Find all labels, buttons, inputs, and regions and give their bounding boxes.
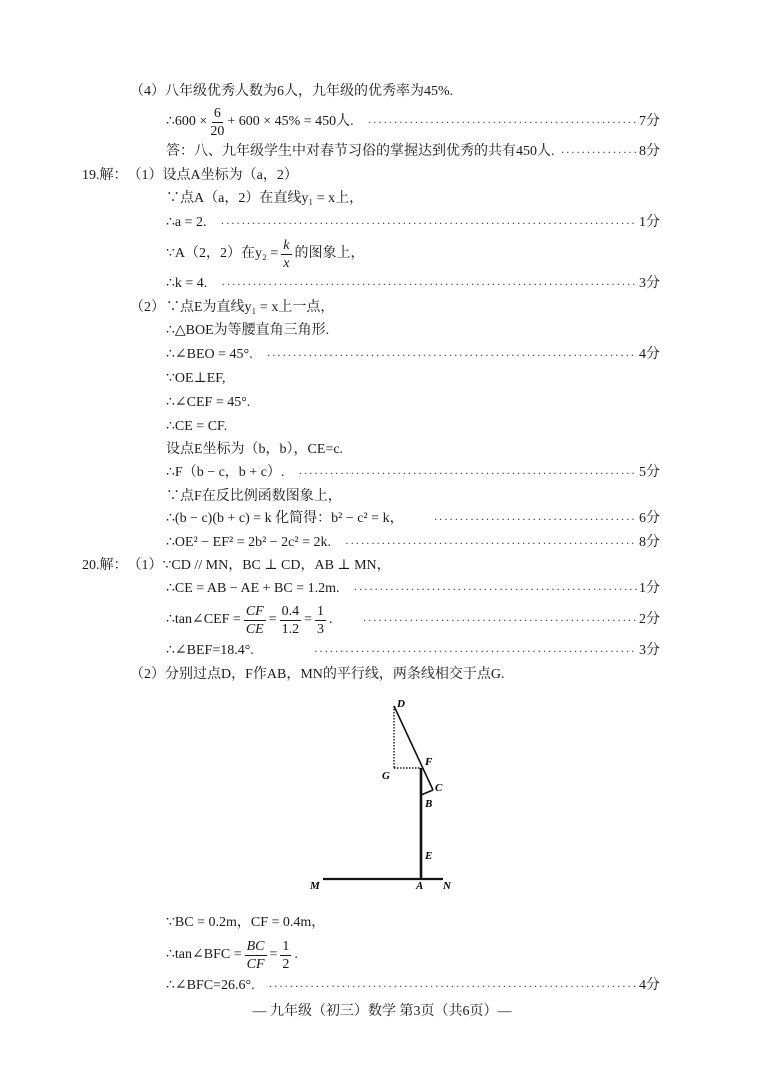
line-dc xyxy=(394,706,433,790)
q19-part2-line xyxy=(166,463,660,483)
question-number: 20.解： xyxy=(82,558,128,573)
numerator: 6 xyxy=(213,105,221,121)
label-b: B xyxy=(425,798,433,810)
statement: ∴CE = CF. xyxy=(166,419,228,434)
q19-part2-line xyxy=(166,369,225,389)
fraction xyxy=(245,938,267,973)
score: 3分 xyxy=(639,276,660,291)
part-label: （2） xyxy=(130,667,165,682)
page-footer: — 九年级（初三）数学 第3页（共6页）— xyxy=(252,1004,512,1019)
q19-line xyxy=(166,189,363,209)
score: 8分 xyxy=(639,144,660,159)
score: 3分 xyxy=(639,643,660,658)
question-number: 19.解： xyxy=(82,168,128,183)
statement: 八年级优秀人数为6人，九年级的优秀率为45%. xyxy=(165,84,454,99)
label-e: E xyxy=(425,850,433,862)
label-c: C xyxy=(435,782,443,794)
answer-text: 答：八、九年级学生中对春节习俗的掌握达到优秀的共有450人. xyxy=(166,144,555,159)
label-a: A xyxy=(416,880,424,892)
q20-part2 xyxy=(130,665,505,685)
line-bc xyxy=(421,790,433,795)
dot-leader xyxy=(561,142,638,162)
label-d: D xyxy=(397,698,405,710)
statement: 的图象上， xyxy=(294,246,365,261)
fraction xyxy=(280,938,291,973)
statement: ∴△BOE为等腰直角三角形. xyxy=(166,323,330,338)
calc-suffix: + 600 × 45% = 450人. xyxy=(227,114,354,129)
statement: ∴a = 2. xyxy=(166,215,207,230)
dot-leader xyxy=(298,463,637,483)
q20-tan-line: ∴tan∠CEF = $\frac{CF}{CE}$ = $\frac{0.4}{1.2}$ = $\frac{1}{3}$ . ····· 2分 xyxy=(166,598,660,642)
q19-line xyxy=(166,213,660,233)
statement: ∴F（b − c，b + c）. xyxy=(166,465,285,480)
q20-line xyxy=(166,976,660,996)
statement: ∴OE² − EF² = 2b² − 2c² = 2k. xyxy=(166,535,331,550)
statement: ∵CD // MN，BC ⊥ CD，AB ⊥ MN， xyxy=(162,558,391,573)
q19-part2-line xyxy=(166,509,660,529)
score: 4分 xyxy=(639,978,660,993)
denominator: 20 xyxy=(210,123,225,139)
q19-part2-line xyxy=(166,345,660,365)
q19-part2-label-row xyxy=(130,298,165,318)
q19-part2-line xyxy=(166,417,227,437)
dot-leader xyxy=(434,509,637,529)
q19-part2-line xyxy=(166,393,250,413)
score: 7分 xyxy=(639,114,660,129)
q20-line xyxy=(166,641,660,661)
dot-leader xyxy=(267,345,637,365)
statement: ∴∠CEF = 45°. xyxy=(166,395,251,410)
statement: ∵点F在反比例函数图象上， xyxy=(166,489,342,504)
score: 1分 xyxy=(639,581,660,596)
fraction xyxy=(280,603,302,638)
dot-leader xyxy=(368,112,637,132)
q19-part2-line xyxy=(166,321,329,341)
denominator: CF xyxy=(246,956,265,972)
statement: ∵BC = 0.2m，CF = 0.4m， xyxy=(166,915,326,930)
score: 1分 xyxy=(639,215,660,230)
fraction xyxy=(315,603,326,638)
label-n: N xyxy=(443,880,451,892)
statement: ∴CE = AB − AE + BC = 1.2m. xyxy=(166,581,340,596)
geometry-diagram xyxy=(300,690,480,900)
fraction xyxy=(281,237,291,272)
statement: ∴tan∠BFC = xyxy=(166,947,242,962)
score: 5分 xyxy=(639,465,660,480)
part-label: （1） xyxy=(127,558,163,573)
statement: 设点E坐标为（b，b），CE=c. xyxy=(166,442,344,457)
statement: ∴(b − c)(b + c) = k 化简得：b² − c² = k， xyxy=(166,511,404,526)
statement: ∴∠BEF=18.4°. xyxy=(166,643,254,658)
statement: ∴∠BEO = 45°. xyxy=(166,347,253,362)
dot-leader xyxy=(354,579,637,599)
statement: 分别过点D，F作AB，MN的平行线，两条线相交于点G. xyxy=(165,667,505,682)
denominator: 3 xyxy=(317,621,325,637)
numerator: 0.4 xyxy=(281,603,300,619)
q19-line xyxy=(166,274,660,294)
denominator: CE xyxy=(245,621,264,637)
part-label: （2） xyxy=(130,300,165,315)
part-label: （4） xyxy=(130,84,165,99)
score: 8分 xyxy=(639,535,660,550)
q18-calc xyxy=(166,100,660,144)
numerator: k xyxy=(283,237,290,253)
score: 6分 xyxy=(639,511,660,526)
numerator: CF xyxy=(245,603,264,619)
statement: ∵点A（a，2）在直线y₁ = x上， xyxy=(166,191,364,206)
dot-leader xyxy=(221,213,637,233)
dot-leader xyxy=(314,641,637,661)
score: 4分 xyxy=(639,347,660,362)
score: 2分 xyxy=(639,612,660,627)
q18-part4 xyxy=(130,82,453,102)
denominator: 1.2 xyxy=(281,621,300,637)
statement: ∵OE⊥EF, xyxy=(166,371,226,386)
q19-part2-line xyxy=(166,533,660,553)
dot-leader xyxy=(269,976,637,996)
statement: ∴k = 4. xyxy=(166,276,208,291)
q19-part2-line xyxy=(166,487,342,507)
dot-leader xyxy=(363,610,637,630)
dot-leader xyxy=(345,533,637,553)
q20-line xyxy=(166,579,660,599)
q20-tan-bfc-line: ∴tan∠BFC = $\frac{BC}{CF}$ = $\frac{1}{2}$ . xyxy=(166,938,298,972)
part-label: （1） xyxy=(127,168,163,183)
q19-part2-line xyxy=(166,298,334,318)
calc-prefix: ∴600 × xyxy=(166,114,208,129)
q19-part2-line xyxy=(166,440,343,460)
label-f: F xyxy=(425,756,433,768)
numerator: 1 xyxy=(317,603,325,619)
dot-leader xyxy=(221,274,637,294)
numerator: 1 xyxy=(282,938,290,954)
statement: ∴∠BFC=26.6°. xyxy=(166,978,255,993)
fraction xyxy=(210,105,224,140)
q20-header xyxy=(82,556,391,576)
statement: ∵A（2，2）在y₂ = xyxy=(166,246,279,261)
q19-header xyxy=(82,166,298,186)
q19-line xyxy=(166,232,365,276)
label-g: G xyxy=(382,770,390,782)
fraction xyxy=(244,603,266,638)
statement: ∵点E为直线y₁ = x上一点， xyxy=(166,300,335,315)
q18-answer xyxy=(166,142,660,162)
statement: ∴tan∠CEF = xyxy=(166,612,241,627)
numerator: BC xyxy=(246,938,265,954)
denominator: x xyxy=(283,255,290,271)
denominator: 2 xyxy=(282,956,290,972)
statement: 设点A坐标为（a，2） xyxy=(162,168,298,183)
q20-line xyxy=(166,913,325,933)
label-m: M xyxy=(310,880,320,892)
